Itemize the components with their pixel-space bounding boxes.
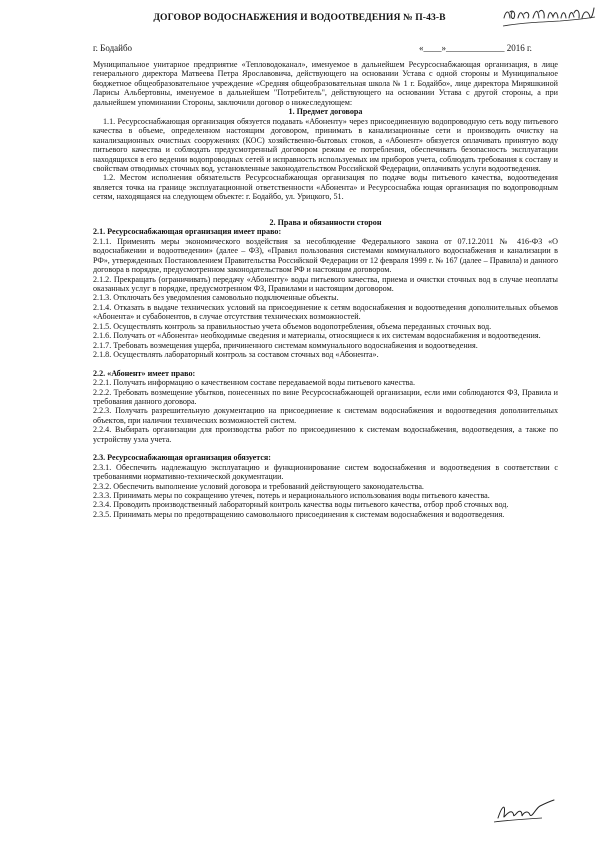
clause-paragraph: 2.3.1. Обеспечить надлежащую эксплуатацию и функционирование систем водоснабжения и водоотведения в соответствии с требованиями нормативно-технической документации. <box>93 462 558 482</box>
contract-body <box>93 60 558 519</box>
clause-paragraph: 2.3.3. Принимать меры по сокращению утечек, потерь и нерационального использования воды питьевого качества. <box>93 491 490 501</box>
clause-paragraph: 2.2.2. Требовать возмещение убытков, понесенных по вине Ресурсоснабжающей организации, если ими соблюдаются ФЗ, Правила и требования данного договора. <box>93 387 558 406</box>
clause-paragraph: 2.3.2. Обеспечить выполнение условий договора и требований действующего законодательства. <box>93 481 424 491</box>
clause-paragraph: 2.2.3. Получать разрешительную документацию на присоединение к системам водоснабжения и водоотведения дополнительных объектов, при наличии технических возможностей систем. <box>93 406 558 425</box>
subsection-heading: 2.2. «Абонент» имеет право: <box>93 368 196 378</box>
clause-paragraph: 2.1.6. Получать от «Абонента» необходимые сведения и материалы, относящиеся к их системам водоснабжения и водоотведения. <box>93 331 541 341</box>
clause-paragraph: 1.1. Ресурсоснабжающая организация обязуется подавать «Абоненту» через присоединенную водопроводную сеть воду питьевого качества в объеме, определенном настоящим договором, принимать в канализационные сети и производить очистку на канализационных очистных сооружениях (КОС) хозяйственно-бытовых стоков, а «Абонент» обязуется оплачивать принятую воду питьевого качества и соблюдать предусмотренный договором режим ее потребления, обеспечивать безопасность эксплуатации находящихся в его ведении водопроводных сетей и исправность используемых им приборов учета, соблюдать требования к составу и свойствам отводимых сточных вод, установленные законодательством Российской Федерации, оплачивать услуги водоотведения. <box>93 116 558 173</box>
clause-paragraph: 2.1.8. Осуществлять лабораторный контроль за составом сточных вод «Абонента». <box>93 350 379 360</box>
clause-paragraph: 2.2.4. Выбирать организации для производства работ по присоединению к системам водоснабжения, водоотведения, а также по устройству узла учета. <box>93 425 558 444</box>
clause-paragraph: 2.1.2. Прекращать (ограничивать) передачу «Абоненту» воды питьевого качества, приема и очистки сточных вод в случае неоплаты оказанных услуг в порядке, предусмотренном ФЗ, Правилами и настоящим договором. <box>93 274 558 293</box>
spacer <box>93 444 558 453</box>
clause-paragraph: 2.1.1. Применять меры экономического воздействия за несоблюдение Федерального закона от 07.12.2011 № 416-ФЗ «О водоснабжении и водоотведении» (далее – ФЗ), «Правил пользования системами коммунального водоснабжения и канализации в РФ», утвержденных Постановлением Правительства Российской Федерации от 12 февраля 1999 г. № 167 (далее – Правила) и данного договора в порядке, предусмотренном законодательством РФ и настоящим договором. <box>93 236 558 275</box>
section-heading: 2. Права и обязанности сторон <box>269 217 382 227</box>
clause-paragraph: 2.1.7. Требовать возмещения ущерба, причиненного системам коммунального водоснабжения и водоотведения. <box>93 340 478 350</box>
clause-paragraph: 2.3.5. Принимать меры по предотвращению самовольного присоединения к системам водоснабжения и водоотведения. <box>93 509 505 519</box>
contract-date: «____»_____________ 2016 г. <box>419 43 532 53</box>
section-heading: 1. Предмет договора <box>288 107 363 117</box>
subsection-heading: 2.3. Ресурсоснабжающая организация обязуется: <box>93 453 272 463</box>
document-title: ДОГОВОР ВОДОСНАБЖЕНИЯ И ВОДООТВЕДЕНИЯ № П-43-В <box>153 12 446 23</box>
clause-paragraph: 1.2. Местом исполнения обязательств Ресурсоснабжающая организация по подаче воды питьевого качества, водоотведения является точка на границе эксплуатационной ответственности «Абонента» и Ресурсоснабжа ющая организация по водопроводным сетям, находящаяся на следующем объекте: г. Бодайбо, ул. Урицкого, 51. <box>93 173 558 202</box>
clause-paragraph: 2.1.3. Отключать без уведомления самовольно подключенные объекты. <box>93 293 339 303</box>
clause-paragraph: 2.1.5. Осуществлять контроль за правильностью учета объемов водопотребления, объема переданных сточных вод. <box>93 321 492 331</box>
signature-mark <box>492 796 556 826</box>
subsection-heading: 2.1. Ресурсоснабжающая организация имеет право: <box>93 227 282 237</box>
clause-paragraph: 2.1.4. Отказать в выдаче технических условий на присоединение к сетям водоснабжения и водоотведения дополнительных объемов «Абонента» и субабонентов, в случае отсутствия технических возможностей. <box>93 302 558 322</box>
spacer <box>93 360 558 369</box>
clause-paragraph: 2.2.1. Получать информацию о качественном составе передаваемой воды питьевого качества. <box>93 378 415 388</box>
spacer <box>93 202 558 218</box>
clause-paragraph: 2.3.4. Проводить производственный лабораторный контроль качества воды питьевого качества, отбор проб сточных вод. <box>93 500 509 510</box>
preamble-paragraph: Муниципальное унитарное предприятие «Тепловодоканал», именуемое в дальнейшем Ресурсоснабжающая организация, в лице генерального директора Матвеева Петра Ярославовича, действующего на основании Устава с одной стороны и Муниципальное бюджетное общеобразовательное учреждение «Средняя общеобразовательная школа № 1 г. Бодайбо», лице директора Миряшкиной Ларисы Альбертовны, именуемое в дальнейшем "Потребитель", действующего на основании Устава с другой стороны, а при дальнейшем упоминании Стороны, заключили договор о нижеследующем: <box>93 60 558 107</box>
contract-city: г. Бодайбо <box>93 43 133 53</box>
